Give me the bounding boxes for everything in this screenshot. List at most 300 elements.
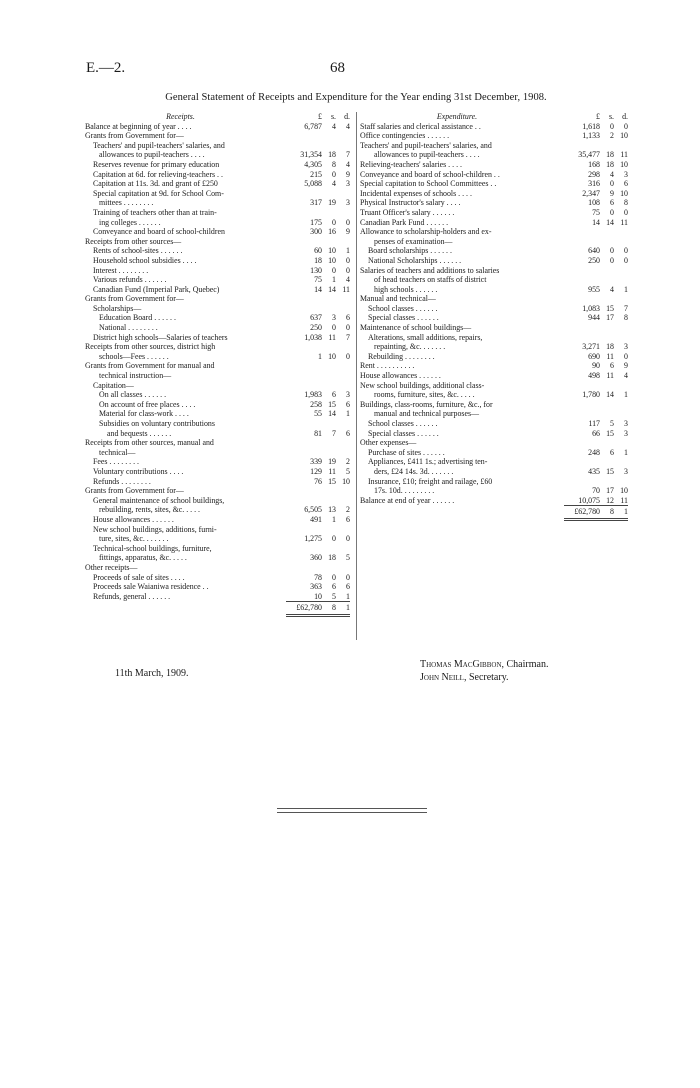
secretary-signature [420,671,548,684]
receipts-row-pounds: 130 [310,265,322,275]
expenditure-row-shillings: 11 [606,351,614,361]
receipts-row-pence: 0 [346,534,350,544]
expenditure-row [360,361,628,371]
receipts-row-description: technical instruction— [99,371,172,381]
expenditure-row-pounds: 3,271 [582,342,600,352]
expenditure-row [360,266,628,276]
expenditure-row-description: Salaries of teachers and additions to salaries [360,265,500,275]
expenditure-row-pence: 3 [624,466,628,476]
receipts-row-description: Various refunds . . . . . . [93,275,167,285]
receipts-row-pounds: 339 [310,457,322,467]
receipts-row [85,467,350,477]
receipts-row-description: Training of teachers other than at train- [93,207,217,217]
expenditure-column [360,112,628,521]
expenditure-row-description: rooms, furniture, sites, &c. . . . . [374,390,475,400]
expenditure-row [360,246,628,256]
expenditure-row [360,352,628,362]
receipts-row-shillings: 0 [332,323,336,333]
expenditure-row-shillings: 15 [606,303,614,313]
statement-title: General Statement of Receipts and Expenditure for the Year ending 31st December, 1908. [165,92,547,103]
receipts-row [85,237,350,247]
receipts-row-shillings: 0 [332,169,336,179]
receipts-row [85,573,350,583]
expenditure-row-pounds: 944 [588,313,600,323]
receipts-row [85,342,350,352]
receipts-row-shillings: 10 [328,351,336,361]
expenditure-row-description: School classes . . . . . . [368,419,438,428]
expenditure-row [360,208,628,218]
receipts-row-pence: 9 [346,227,350,237]
expenditure-row [360,429,628,439]
receipts-row-pounds: 6,787 [304,121,322,131]
expenditure-row [360,313,628,323]
expenditure-row-pounds: 117 [588,419,600,428]
expenditure-row-pence: 11 [620,217,628,227]
expenditure-row-description: penses of examination— [374,236,453,246]
receipts-row [85,323,350,333]
expenditure-row-pence: 10 [620,486,628,496]
receipts-row-description: Voluntary contributions . . . . [93,466,184,476]
expenditure-row-pence: 8 [624,313,628,323]
unit-pence: d. [622,112,628,121]
receipts-row-shillings: 6 [332,390,336,400]
expenditure-row-shillings: 6 [610,361,614,371]
expenditure-row-shillings: 18 [606,342,614,352]
receipts-row-description: Grants from Government for manual and [85,361,215,371]
expenditure-row-description: Special classes . . . . . . [368,428,439,438]
receipts-row-pence: 4 [346,275,350,285]
expenditure-row [360,409,628,419]
receipts-row [85,122,350,132]
expenditure-row-pounds: 10,075 [578,495,600,505]
unit-pounds: £ [596,112,600,121]
expenditure-row-description: Special classes . . . . . . [368,313,439,323]
expenditure-total-row [360,507,628,521]
receipts-total-row [85,603,350,617]
expenditure-row-description: House allowances . . . . . . [360,371,441,381]
receipts-row-description: General maintenance of school buildings, [93,495,225,505]
expenditure-row-description: repainting, &c. . . . . . . [374,342,446,352]
expenditure-row-description: Truant Officer's salary . . . . . . [360,207,455,217]
statement-date: 11th March, 1909. [115,668,189,679]
chairman-name: Thomas MacGibbon [420,659,502,670]
expenditure-row-shillings: 17 [606,486,614,496]
receipts-row [85,160,350,170]
receipts-row-shillings: 18 [328,553,336,563]
receipts-row-description: New school buildings, additions, furni- [93,524,217,534]
expenditure-caption-row [360,112,628,122]
receipts-row-description: Capitation at 6d. for relieving-teachers . . [93,169,223,179]
receipts-row [85,218,350,228]
expenditure-row-pence: 3 [624,169,628,179]
receipts-row-shillings: 8 [332,159,336,169]
expenditure-row-pence: 10 [620,159,628,169]
receipts-row-pence: 6 [346,399,350,409]
expenditure-row-pounds: 640 [588,246,600,256]
receipts-row-shillings: 16 [328,227,336,237]
expenditure-row [360,189,628,199]
receipts-row-description: Scholarships— [93,303,142,313]
expenditure-row-pence: 3 [624,419,628,428]
receipts-row-pounds: 637 [310,313,322,323]
receipts-row [85,256,350,266]
receipts-row [85,381,350,391]
receipts-row-pence: 6 [346,582,350,592]
expenditure-row-shillings: 9 [610,188,614,198]
expenditure-total-pounds: £62,780 [564,505,600,521]
receipts-row-pounds: 300 [310,227,322,237]
expenditure-row-description: high schools . . . . . . [374,284,438,294]
receipts-row-description: Reserves revenue for primary education [93,159,220,169]
expenditure-row [360,170,628,180]
receipts-row-description: Proceeds of sale of sites . . . . [93,572,185,582]
receipts-row-description: On all classes . . . . . . [99,390,167,400]
document-ref: E.—2. [86,60,126,76]
receipts-row-shillings: 1 [332,275,336,285]
receipts-row-description: National . . . . . . . . [99,323,158,333]
expenditure-row-shillings: 0 [610,179,614,189]
receipts-row [85,592,350,602]
receipts-row-shillings: 5 [332,591,336,601]
receipts-row-shillings: 19 [328,198,336,208]
receipts-row-pence: 7 [346,332,350,342]
expenditure-row-description: Canadian Park Fund . . . . . . [360,217,449,227]
secretary-role: , Secretary. [463,672,509,683]
receipts-row-description: Refunds . . . . . . . . [93,476,151,486]
expenditure-row [360,131,628,141]
receipts-row-shillings: 15 [328,476,336,486]
receipts-row [85,496,350,506]
receipts-row-pence: 0 [346,265,350,275]
expenditure-row-pounds: 498 [588,371,600,381]
expenditure-row-pence: 3 [624,428,628,438]
expenditure-row-pounds: 75 [592,207,600,217]
receipts-row-pounds: 1 [318,351,322,361]
receipts-row-pence: 1 [346,591,350,601]
expenditure-row-description: Balance at end of year . . . . . . [360,495,455,505]
unit-shillings: s. [330,112,336,121]
expenditure-row-shillings: 18 [606,150,614,160]
receipts-row-description: Canadian Fund (Imperial Park, Quebec) [93,284,220,294]
expenditure-row-shillings: 12 [606,495,614,505]
receipts-row-description: Technical-school buildings, furniture, [93,543,212,553]
expenditure-row [360,333,628,343]
expenditure-row-description: Buildings, class-rooms, furniture, &c., for [360,399,493,409]
expenditure-row-pence: 0 [624,246,628,256]
expenditure-row [360,237,628,247]
expenditure-row-description: Staff salaries and clerical assistance . . [360,121,481,131]
receipts-row [85,170,350,180]
expenditure-row-pounds: 66 [592,428,600,438]
receipts-row-pounds: 317 [310,198,322,208]
expenditure-row-shillings: 17 [606,313,614,323]
receipts-row-pounds: 81 [314,428,322,438]
receipts-row-pounds: 360 [310,553,322,563]
expenditure-row [360,122,628,132]
receipts-row-pounds: 129 [310,466,322,476]
receipts-row-shillings: 4 [332,121,336,131]
expenditure-row-description: New school buildings, additional class- [360,380,485,390]
receipts-row-pounds: 55 [314,409,322,419]
expenditure-row-description: Conveyance and board of school-children . . [360,169,500,179]
expenditure-row-pounds: 1,618 [582,121,600,131]
receipts-row-pence: 11 [342,284,350,294]
receipts-row [85,275,350,285]
receipts-row-description: Grants from Government for— [85,486,184,496]
receipts-row-pence: 10 [342,476,350,486]
expenditure-row-description: Incidental expenses of schools . . . . [360,188,472,198]
expenditure-row-pence: 1 [624,390,628,400]
expenditure-row [360,467,628,477]
receipts-total-pence: 1 [336,601,350,617]
expenditure-row-description: Rent . . . . . . . . . . [360,361,415,371]
receipts-row-pence: 2 [346,505,350,515]
expenditure-row-pence: 0 [624,207,628,217]
receipts-row [85,400,350,410]
receipts-row-shillings: 6 [332,582,336,592]
receipts-row-shillings: 10 [328,246,336,256]
receipts-row-pence: 5 [346,466,350,476]
receipts-row-pence: 0 [346,572,350,582]
receipts-row-shillings: 4 [332,179,336,189]
expenditure-row-description: manual and technical purposes— [374,409,479,419]
receipts-row-shillings: 0 [332,217,336,227]
receipts-row [85,477,350,487]
receipts-rows [85,122,350,602]
receipts-row [85,448,350,458]
expenditure-total-pence: 1 [614,505,628,521]
expenditure-row-description: National Scholarships . . . . . . [368,255,462,265]
receipts-row-pounds: 250 [310,323,322,333]
receipts-row-description: ture, sites, &c. . . . . . . [99,534,169,544]
receipts-row [85,429,350,439]
receipts-row-pounds: 1,275 [304,534,322,544]
receipts-row-pence: 6 [346,428,350,438]
receipts-row [85,515,350,525]
receipts-row-description: Capitation at 11s. 3d. and grant of £250 [93,179,218,189]
receipts-row-description: Refunds, general . . . . . . [93,591,171,601]
expenditure-row-shillings: 15 [606,428,614,438]
receipts-row-pence: 2 [346,457,350,467]
receipts-row-description: Material for class-work . . . . [99,409,189,419]
expenditure-row-pounds: 14 [592,217,600,227]
receipts-row-pounds: 363 [310,582,322,592]
receipts-row-description: Special capitation at 9d. for School Com- [93,188,224,198]
receipts-row [85,390,350,400]
expenditure-row-description: Insurance, £10; freight and railage, £60 [368,476,493,486]
receipts-row-description: Receipts from other sources, manual and [85,438,214,448]
receipts-row [85,534,350,544]
expenditure-row [360,275,628,285]
receipts-row [85,304,350,314]
receipts-row-shillings: 14 [328,409,336,419]
receipts-row-shillings: 10 [328,255,336,265]
expenditure-row-description: Relieving-teachers' salaries . . . . [360,159,462,169]
expenditure-row [360,371,628,381]
column-divider [356,112,357,640]
expenditure-row-pence: 9 [624,361,628,371]
expenditure-row-pence: 4 [624,371,628,381]
expenditure-row-pounds: 1,133 [582,131,600,141]
expenditure-row-pence: 11 [620,150,628,160]
expenditure-row-shillings: 15 [606,466,614,476]
receipts-row-shillings: 14 [328,284,336,294]
expenditure-row-shillings: 11 [606,371,614,381]
expenditure-row-pounds: 35,477 [578,150,600,160]
expenditure-row [360,198,628,208]
expenditure-row [360,160,628,170]
expenditure-row-pounds: 316 [588,179,600,189]
expenditure-row [360,218,628,228]
receipts-row-description: Receipts from other sources— [85,236,182,246]
expenditure-row-shillings: 5 [610,419,614,428]
receipts-row-shillings: 0 [332,572,336,582]
receipts-row-pence: 3 [346,198,350,208]
expenditure-row-description: allowances to pupil-teachers . . . . [374,150,480,160]
expenditure-row [360,141,628,151]
expenditure-row [360,256,628,266]
expenditure-row-pence: 7 [624,303,628,313]
receipts-row-shillings: 11 [328,332,336,342]
receipts-row [85,131,350,141]
receipts-row-description: House allowances . . . . . . [93,514,174,524]
expenditure-row-description: Other expenses— [360,438,417,448]
receipts-row-pounds: 4,305 [304,159,322,169]
receipts-row-pounds: 5,088 [304,179,322,189]
expenditure-row [360,323,628,333]
receipts-row-pence: 6 [346,514,350,524]
receipts-row-pence: 0 [346,255,350,265]
receipts-row [85,438,350,448]
receipts-total-shillings: 8 [322,601,336,617]
receipts-row [85,333,350,343]
receipts-row-pounds: 76 [314,476,322,486]
expenditure-row-pounds: 108 [588,198,600,208]
expenditure-row-shillings: 0 [610,121,614,131]
receipts-row-description: Teachers' and pupil-teachers' salaries, and [93,140,225,150]
expenditure-row-pounds: 298 [588,169,600,179]
receipts-row [85,409,350,419]
receipts-row-shillings: 1 [332,514,336,524]
receipts-row-pence: 0 [346,217,350,227]
expenditure-row-pounds: 2,347 [582,188,600,198]
receipts-row-pence: 0 [346,351,350,361]
expenditure-row [360,400,628,410]
receipts-caption: Receipts. [166,112,195,121]
receipts-row-description: mittees . . . . . . . . [99,198,154,208]
receipts-row-pence: 3 [346,179,350,189]
receipts-row-description: Balance at beginning of year . . . . [85,121,192,131]
expenditure-row-pence: 1 [624,447,628,457]
receipts-row-shillings: 18 [328,150,336,160]
receipts-row-description: Conveyance and board of school-children [93,227,225,237]
receipts-row-pounds: 14 [314,284,322,294]
receipts-row-pence: 4 [346,159,350,169]
receipts-row [85,544,350,554]
expenditure-row-pence: 8 [624,198,628,208]
receipts-row-shillings: 7 [332,428,336,438]
expenditure-total-shillings: 8 [600,505,614,521]
expenditure-row-pence: 6 [624,179,628,189]
chairman-signature [420,658,548,671]
expenditure-row-description: ders, £24 14s. 3d. . . . . . . [374,466,454,476]
expenditure-row-description: Manual and technical— [360,294,436,304]
expenditure-row [360,227,628,237]
receipts-row-description: Proceeds sale Waianiwa residence . . [93,582,209,592]
receipts-row [85,179,350,189]
receipts-row [85,313,350,323]
receipts-row [85,189,350,199]
expenditure-row-pounds: 168 [588,159,600,169]
receipts-row-shillings: 3 [332,313,336,323]
receipts-row-pence: 1 [346,246,350,256]
receipts-row-description: Interest . . . . . . . . [93,265,149,275]
receipts-row [85,141,350,151]
receipts-row-description: On account of free places . . . . [99,399,196,409]
receipts-row-pounds: 18 [314,255,322,265]
divider-rule [277,808,427,809]
receipts-row [85,208,350,218]
receipts-row-description: schools—Fees . . . . . . [99,351,169,361]
expenditure-row-description: of head teachers on staffs of district [374,275,487,285]
expenditure-row [360,294,628,304]
receipts-row-pounds: 215 [310,169,322,179]
unit-pounds: £ [318,112,322,121]
unit-shillings: s. [608,112,614,121]
receipts-row [85,150,350,160]
expenditure-row-pounds: 955 [588,284,600,294]
receipts-row-pence: 1 [346,409,350,419]
expenditure-row [360,438,628,448]
receipts-total-pounds: £62,780 [286,601,322,617]
receipts-row-pence: 3 [346,390,350,400]
expenditure-row-shillings: 18 [606,159,614,169]
receipts-row-description: and bequests . . . . . . [107,428,172,438]
receipts-row-description: Receipts from other sources, district high [85,342,216,352]
receipts-row [85,582,350,592]
receipts-row-description: allowances to pupil-teachers . . . . [99,150,205,160]
receipts-row-description: rebuilding, rents, sites, &c. . . . . [99,505,201,515]
receipts-row [85,457,350,467]
expenditure-row [360,304,628,314]
receipts-row-pounds: 175 [310,217,322,227]
expenditure-row [360,150,628,160]
expenditure-row-description: Allowance to scholarship-holders and ex- [360,227,492,237]
expenditure-rows [360,122,628,506]
receipts-row-description: Rents of school-sites . . . . . . [93,246,183,256]
expenditure-row-description: Teachers' and pupil-teachers' salaries, and [360,140,492,150]
expenditure-row [360,419,628,429]
receipts-row-pounds: 31,354 [300,150,322,160]
expenditure-row-description: Board scholarships . . . . . . [368,246,452,256]
receipts-row-shillings: 11 [328,466,336,476]
chairman-role: , Chairman. [501,659,549,670]
receipts-row [85,553,350,563]
receipts-row-description: Education Board . . . . . . [99,313,176,323]
receipts-row-description: Other receipts— [85,562,138,572]
expenditure-row-pence: 10 [620,131,628,141]
receipts-row-shillings: 0 [332,265,336,275]
divider-rule [277,812,427,813]
expenditure-row-shillings: 0 [610,246,614,256]
expenditure-row [360,390,628,400]
expenditure-row-shillings: 0 [610,207,614,217]
receipts-row-pence: 7 [346,150,350,160]
expenditure-row-pounds: 248 [588,447,600,457]
expenditure-row-pounds: 70 [592,486,600,496]
receipts-row-shillings: 13 [328,505,336,515]
expenditure-row [360,477,628,487]
